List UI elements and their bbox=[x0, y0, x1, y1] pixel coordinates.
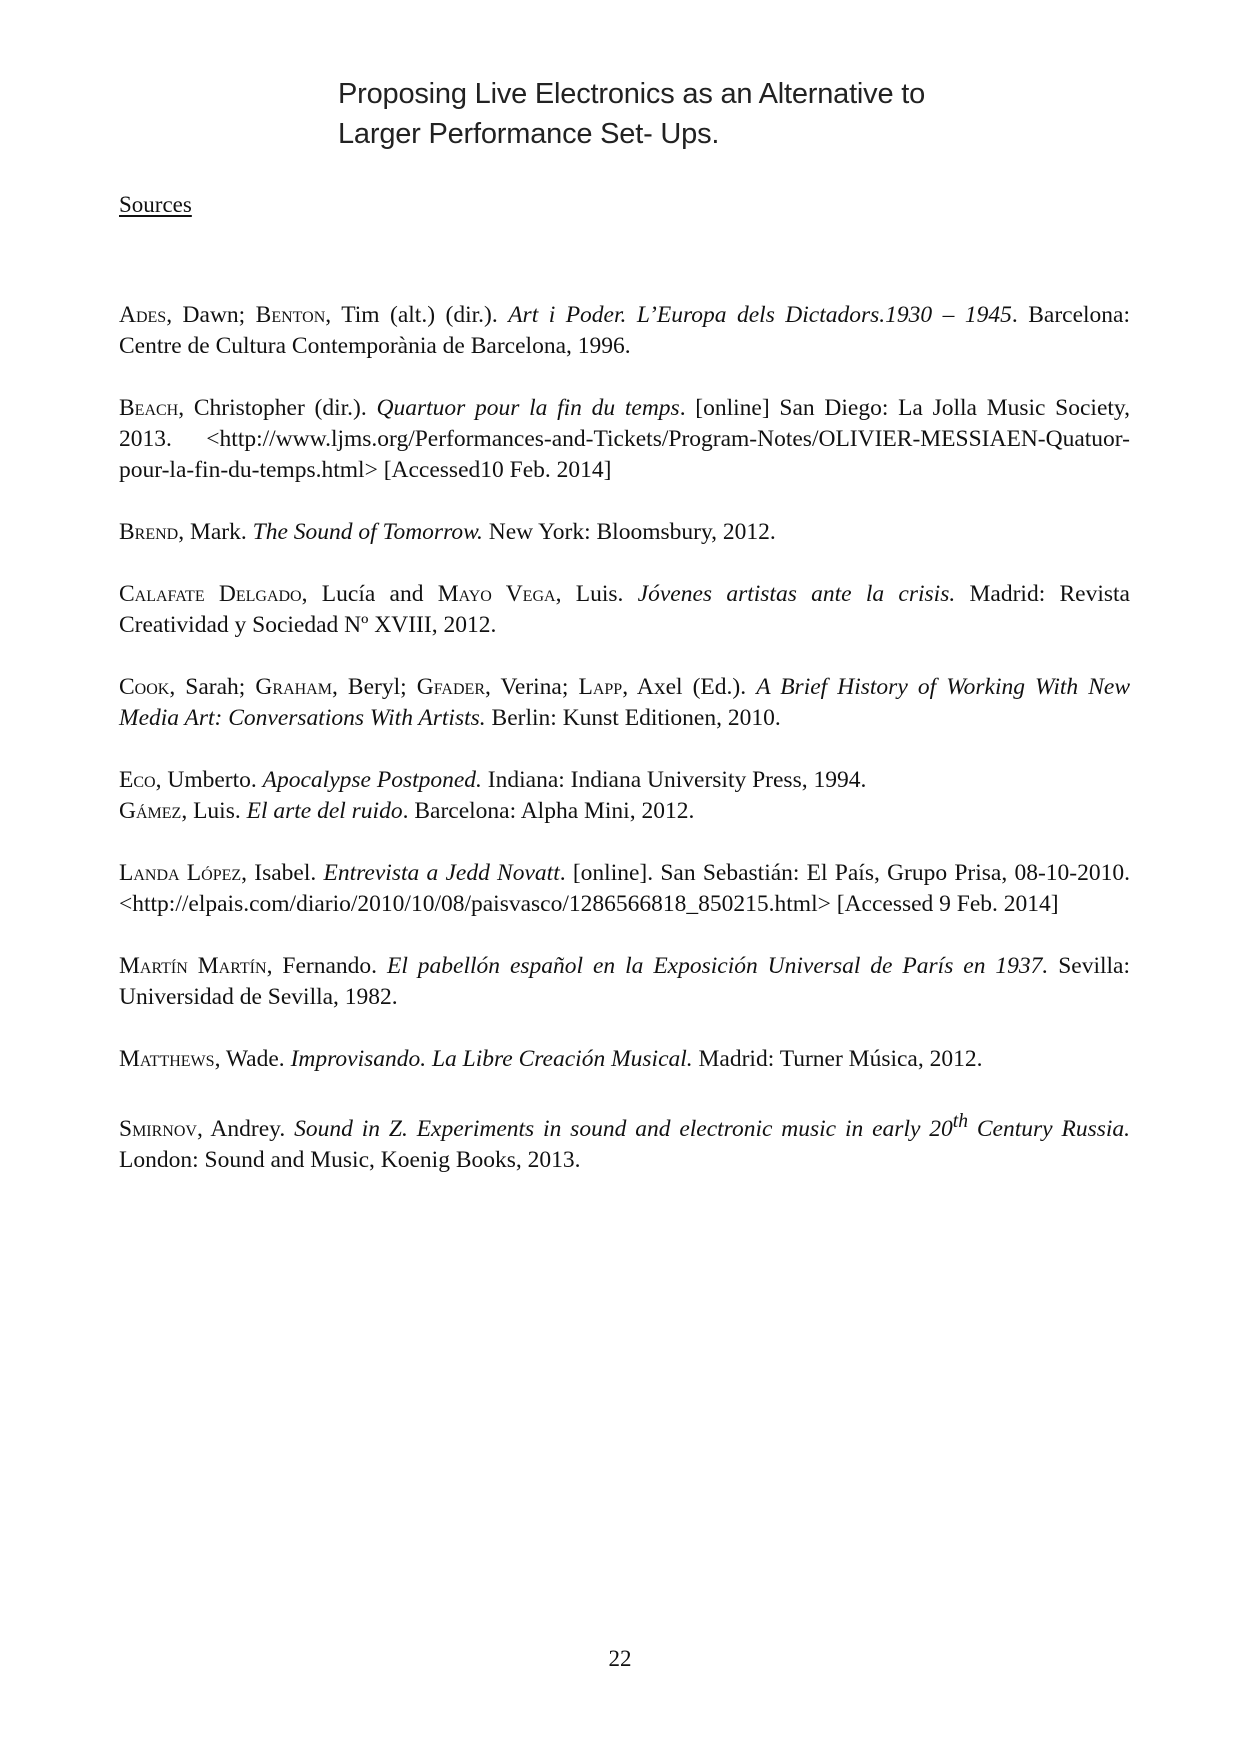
work-title-end: Century Russia. bbox=[968, 1115, 1131, 1142]
header-title-line-2: Larger Performance Set- Ups. bbox=[338, 118, 720, 150]
document-header-title bbox=[338, 74, 1058, 154]
author-surname: Gfader bbox=[416, 674, 485, 700]
work-title: Apocalypse Postponed. bbox=[262, 767, 482, 793]
work-title bbox=[294, 1111, 1131, 1142]
publication-details: Madrid: Turner Música, 2012. bbox=[692, 1046, 983, 1072]
author-text: , Axel (Ed.). bbox=[622, 674, 757, 700]
author-text: , Luis. bbox=[181, 798, 247, 824]
bibliography-entry-ades bbox=[119, 300, 1130, 362]
bibliography-entry-eco bbox=[119, 765, 1130, 796]
ordinal-superscript: th bbox=[952, 1111, 969, 1132]
work-title-main: Sound in Z. Experiments in sound and electronic music in early 20 bbox=[294, 1115, 953, 1142]
publication-details: London: Sound and Music, Koenig Books, 2013. bbox=[119, 1146, 581, 1173]
publication-details: Indiana: Indiana University Press, 1994. bbox=[481, 767, 867, 793]
author-text: , Sarah; bbox=[169, 674, 256, 700]
author-surname: Landa López bbox=[119, 860, 242, 886]
work-title: The Sound of Tomorrow. bbox=[252, 519, 483, 545]
bibliography-entry-gamez bbox=[119, 796, 1130, 827]
author-surname: Brend bbox=[119, 519, 179, 545]
author-text: , Lucía and bbox=[301, 581, 438, 607]
publication-details: . [online]. San Sebastián: El País, Grupo Prisa, 08-10-2010. <http://elpais.com/diario/2010/10/08/paisvasco/1286566818_850215.html> [Accessed 9 Feb. 2014] bbox=[119, 860, 1130, 917]
author-text: , Isabel. bbox=[241, 860, 324, 886]
bibliography-entry-landa bbox=[119, 858, 1130, 920]
author-text: , Fernando. bbox=[266, 953, 387, 979]
bibliography-entry-martin bbox=[119, 951, 1130, 1013]
work-title: Quartuor pour la fin du temps bbox=[376, 395, 680, 421]
author-surname: Lapp bbox=[578, 674, 623, 700]
publication-details: . Barcelona: Centre de Cultura Contemporània de Barcelona, 1996. bbox=[119, 302, 1131, 359]
work-title: A Brief History of Working With New Media Art: Conversations With Artists. bbox=[119, 674, 1130, 731]
author-surname: Calafate Delgado bbox=[119, 581, 302, 607]
work-title: El arte del ruido bbox=[246, 798, 403, 824]
author-text: , Dawn; bbox=[166, 302, 256, 328]
author-text: , Luis. bbox=[555, 581, 638, 607]
author-text: , Mark. bbox=[178, 519, 253, 545]
author-surname: Matthews bbox=[119, 1046, 215, 1072]
work-title: Jóvenes artistas ante la crisis. bbox=[637, 581, 956, 607]
publication-details: New York: Bloomsbury, 2012. bbox=[482, 519, 776, 545]
author-surname: Graham bbox=[255, 674, 332, 700]
author-text: , Wade. bbox=[214, 1046, 291, 1072]
publication-details: . [online] San Diego: La Jolla Music Society, 2013. <http://www.ljms.org/Performances-and-Tickets/Program-Notes/OLIVIER-MESSIAEN-Quatuor-pour-la-fin-du-temps.html> [Accessed10 Feb. 2014] bbox=[119, 395, 1131, 483]
author-surname: Gámez bbox=[119, 798, 182, 824]
work-title: Improvisando. La Libre Creación Musical. bbox=[290, 1046, 693, 1072]
author-text: , Christopher (dir.). bbox=[178, 395, 377, 421]
bibliography-entry-matthews bbox=[119, 1044, 1130, 1075]
bibliography-entry-cook bbox=[119, 672, 1130, 734]
bibliography-entry-smirnov bbox=[119, 1106, 1130, 1176]
author-surname: Smirnov bbox=[119, 1115, 197, 1142]
author-surname: Cook bbox=[119, 674, 170, 700]
header-title-line-1: Proposing Live Electronics as an Alternative to bbox=[338, 78, 926, 110]
publication-details: Madrid: Revista Creatividad y Sociedad Nº XVIII, 2012. bbox=[119, 581, 1130, 638]
bibliography-entry-calafate bbox=[119, 579, 1130, 641]
work-title: Entrevista a Jedd Novatt bbox=[323, 860, 560, 886]
author-text: , Verina; bbox=[485, 674, 579, 700]
bibliography-entry-beach bbox=[119, 393, 1130, 486]
author-surname: Eco bbox=[119, 767, 156, 793]
publication-details: Sevilla: Universidad de Sevilla, 1982. bbox=[119, 953, 1131, 1010]
author-surname: Benton bbox=[255, 302, 326, 328]
publication-details: . Barcelona: Alpha Mini, 2012. bbox=[402, 798, 695, 824]
sources-heading: Sources bbox=[119, 192, 192, 217]
author-text: , Umberto. bbox=[155, 767, 263, 793]
work-title: Art i Poder. L’Europa dels Dictadors.1930 – 1945 bbox=[508, 302, 1012, 328]
author-surname: Mayo Vega bbox=[437, 581, 556, 607]
publication-details: Berlin: Kunst Editionen, 2010. bbox=[485, 705, 781, 731]
author-text: , Andrey. bbox=[196, 1115, 295, 1142]
author-surname: Ades bbox=[119, 302, 167, 328]
bibliography-list bbox=[119, 300, 1130, 1176]
work-title: El pabellón español en la Exposición Universal de París en 1937. bbox=[386, 953, 1049, 979]
author-text: , Beryl; bbox=[331, 674, 417, 700]
author-text: , Tim (alt.) (dir.). bbox=[325, 302, 509, 328]
author-surname: Martín Martín bbox=[119, 953, 267, 979]
author-surname: Beach bbox=[119, 395, 179, 421]
page-number: 22 bbox=[608, 1646, 632, 1671]
bibliography-entry-brend bbox=[119, 517, 1130, 548]
